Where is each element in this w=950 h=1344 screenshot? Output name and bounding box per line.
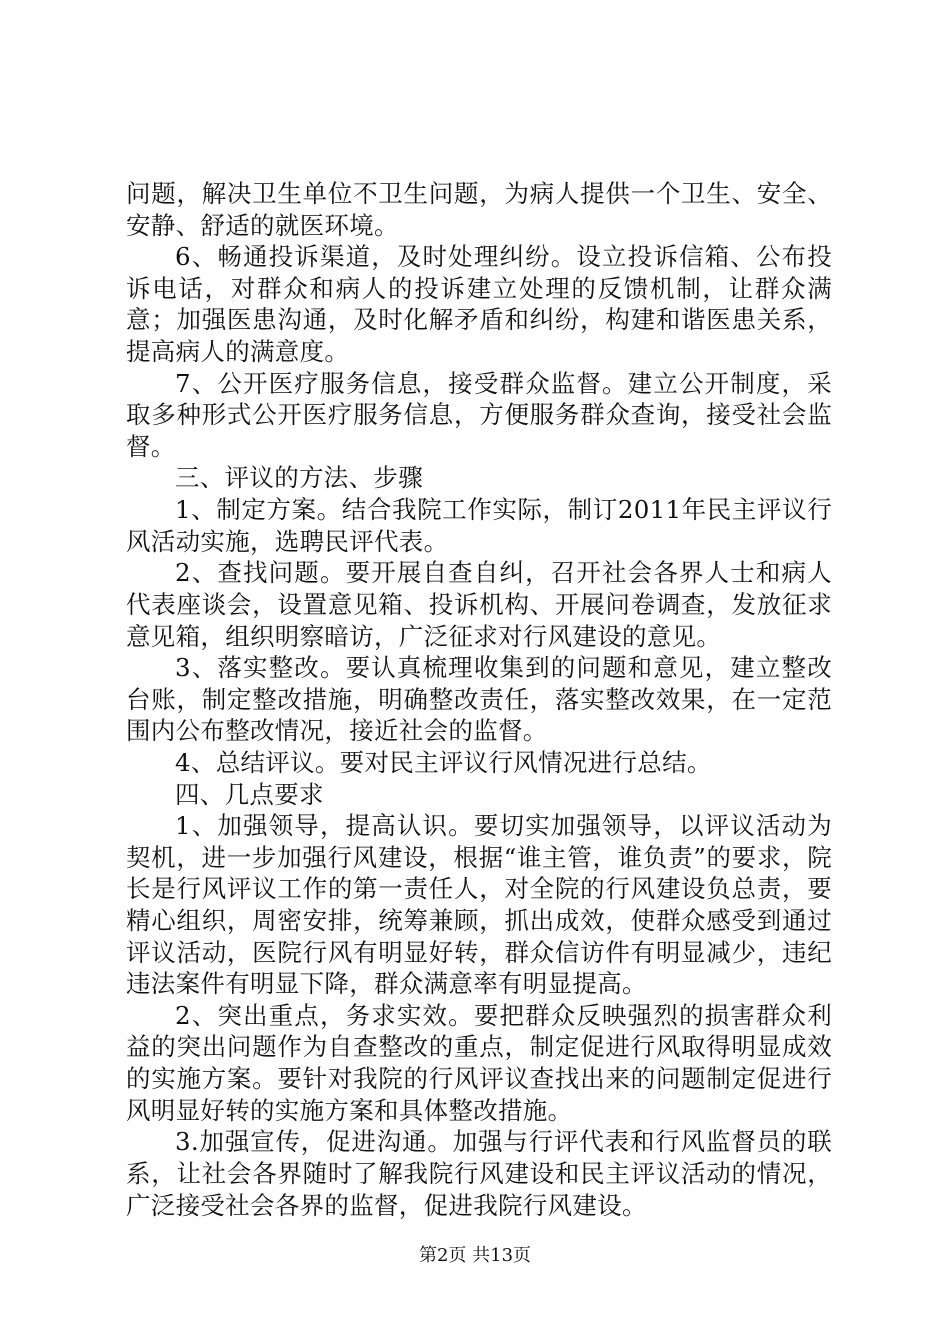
paragraph-11: 3.加强宣传，促进沟通。加强与行评代表和行风监督员的联系，让社会各界随时了解我院行风建设和民主评议活动的情况，广泛接受社会各界的监督，促进我院行风建设。 <box>126 1127 832 1220</box>
paragraph-7: 4、总结评议。要对民主评议行风情况进行总结。 <box>175 747 712 777</box>
paragraph-5: 2、查找问题。要开展自查自纠，召开社会各界人士和病人代表座谈会，设置意见箱、投诉机构、开展问卷调查，发放征求意见箱，组织明察暗访，广泛征求对行风建设的意见。 <box>126 558 832 651</box>
paragraph-4: 1、制定方案。结合我院工作实际，制订2011年民主评议行风活动实施，选聘民评代表。 <box>126 495 832 556</box>
paragraph-9: 1、加强领导，提高认识。要切实加强领导，以评议活动为契机，进一步加强行风建设，根据“谁主管，谁负责”的要求，院长是行风评议工作的第一责任人，对全院的行风建设负总责，要精心组织，周密安排，统筹兼顾，抓出成效，使群众感受到通过评议活动，医院行风有明显好转，群众信访件有明显减少，违纪违法案件有明显下降，群众满意率有明显提高。 <box>126 811 832 999</box>
paragraph-1: 6、畅通投诉渠道，及时处理纠纷。设立投诉信箱、公布投诉电话，对群众和病人的投诉建立处理的反馈机制，让群众满意；加强医患沟通，及时化解矛盾和纠纷，构建和谐医患关系，提高病人的满意度。 <box>126 242 832 367</box>
paragraph-0: 问题，解决卫生单位不卫生问题，为病人提供一个卫生、安全、安静、舒适的就医环境。 <box>126 179 832 240</box>
document-body <box>126 178 832 1221</box>
section-heading-4: 四、几点要求 <box>175 779 324 809</box>
paragraph-6: 3、落实整改。要认真梳理收集到的问题和意见，建立整改台账，制定整改措施，明确整改责任，落实整改效果，在一定范围内公布整改情况，接近社会的监督。 <box>126 653 832 746</box>
section-heading-3: 三、评议的方法、步骤 <box>175 463 423 493</box>
page-number-footer: 第2页 共13页 <box>418 1245 532 1266</box>
paragraph-2: 7、公开医疗服务信息，接受群众监督。建立公开制度，采取多种形式公开医疗服务信息，方便服务群众查询，接受社会监督。 <box>126 368 832 461</box>
paragraph-10: 2、突出重点，务求实效。要把群众反映强烈的损害群众利益的突出问题作为自查整改的重点，制定促进行风取得明显成效的实施方案。要针对我院的行风评议查找出来的问题制定促进行风明显好转的实施方案和具体整改措施。 <box>126 1000 832 1125</box>
